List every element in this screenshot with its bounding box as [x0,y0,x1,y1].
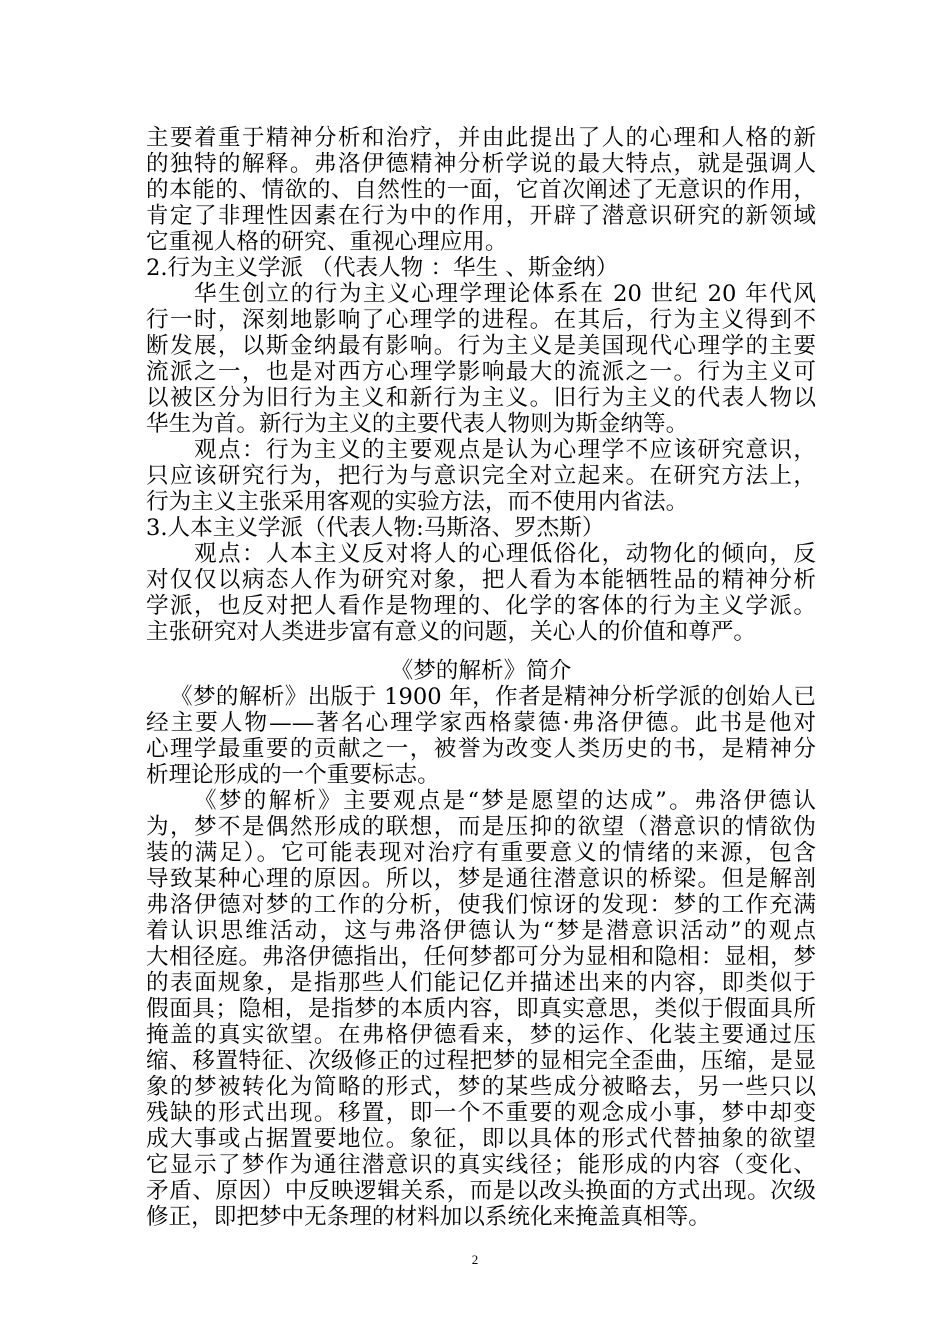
text-line: 残缺的形式出现。移置，即一个不重要的观念成小事，梦中却变 [146,1100,816,1126]
section-heading-humanism: 3.人本主义学派（代表人物:马斯洛、罗杰斯） [146,515,605,541]
text-line: 主要着重于精神分析和治疗，并由此提出了人的心理和人格的新 [146,125,816,151]
text-line: 成大事或占据置要地位。象征，即以具体的形式代替抽象的欲望 [146,1126,816,1152]
text-line: 矛盾、原因）中反映逻辑关系，而是以改头换面的方式出现。次级 [146,1178,816,1204]
text-line: 行为主义主张采用客观的实验方法，而不使用内省法。 [146,489,689,515]
text-line: 缩、移置特征、次级修正的过程把梦的显相完全歪曲，压缩，是显 [146,1048,816,1074]
text-line: 它显示了梦作为通往潜意识的真实线径；能形成的内容（变化、 [146,1152,816,1178]
text-line: 华生创立的行为主义心理学理论体系在 20 世纪 20 年代风 [194,281,816,307]
text-line: 心理学最重要的贡献之一，被誉为改变人类历史的书，是精神分 [146,736,816,762]
text-line: 学派，也反对把人看作是物理的、化学的客体的行为主义学派。 [146,593,816,619]
text-line: 《梦的解析》出版于 1900 年，作者是精神分析学派的创始人已 [170,684,816,710]
page-number: 2 [471,1252,479,1267]
section-title-dream-interpretation: 《梦的解析》简介 [390,658,572,684]
text-line: 的本能的、情欲的、自然性的一面，它首次阐述了无意识的作用， [146,177,816,203]
text-line: 主张研究对人类进步富有意义的问题，关心人的价值和尊严。 [146,619,757,645]
section-heading-behaviorism: 2.行为主义学派 （代表人物 ：华生 、斯金纳） [146,255,619,281]
text-line: 大相径庭。弗洛伊德指出，任何梦都可分为显相和隐相：显相，梦 [146,944,816,970]
text-line: 《梦的解析》主要观点是“梦是愿望的达成”。弗洛伊德认 [194,788,816,814]
text-line: 为，梦不是偶然形成的联想，而是压抑的欲望（潜意识的情欲伪 [146,814,816,840]
text-line: 析理论形成的一个重要标志。 [146,762,440,788]
text-line: 它重视人格的研究、重视心理应用。 [146,229,508,255]
text-line: 着认识思维活动，这与弗洛伊德认为“梦是潜意识活动”的观点 [146,918,816,944]
text-line: 的独特的解释。弗洛伊德精神分析学说的最大特点，就是强调人 [146,151,816,177]
text-line: 肯定了非理性因素在行为中的作用，开辟了潜意识研究的新领域 [146,203,816,229]
text-line: 假面具；隐相，是指梦的本质内容，即真实意思，类似于假面具所 [146,996,816,1022]
text-line: 华生为首。新行为主义的主要代表人物则为斯金纳等。 [146,411,689,437]
text-line: 修正，即把梦中无条理的材料加以系统化来掩盖真相等。 [146,1204,711,1230]
text-line: 掩盖的真实欲望。在弗格伊德看来，梦的运作、化装主要通过压 [146,1022,816,1048]
text-line: 经主要人物——著名心理学家西格蒙德·弗洛伊德。此书是他对 [146,710,816,736]
text-line: 行一时，深刻地影响了心理学的进程。在其后，行为主义得到不 [146,307,816,333]
text-line: 以被区分为旧行为主义和新行为主义。旧行为主义的代表人物以 [146,385,816,411]
text-line: 装的满足）。它可能表现对治疗有重要意义的情绪的来源，包含 [146,840,816,866]
text-line: 对仅仅以病态人作为研究对象，把人看为本能牺牲品的精神分析 [146,567,816,593]
text-line: 象的梦被转化为简略的形式，梦的某些成分被略去，另一些只以 [146,1074,816,1100]
text-line: 弗洛伊德对梦的工作的分析，使我们惊讶的发现：梦的工作充满 [146,892,816,918]
text-line: 观点：人本主义反对将人的心理低俗化，动物化的倾向，反 [194,541,816,567]
text-line: 流派之一，也是对西方心理学影响最大的流派之一。行为主义可 [146,359,816,385]
text-line: 观点：行为主义的主要观点是认为心理学不应该研究意识， [194,437,816,463]
text-line: 只应该研究行为，把行为与意识完全对立起来。在研究方法上， [146,463,816,489]
text-line: 断发展，以斯金纳最有影响。行为主义是美国现代心理学的主要 [146,333,816,359]
text-line: 的表面规象，是指那些人们能记亿并描述出来的内容，即类似于 [146,970,816,996]
text-line: 导致某种心理的原因。所以，梦是通往潜意识的桥梁。但是解剖 [146,866,816,892]
